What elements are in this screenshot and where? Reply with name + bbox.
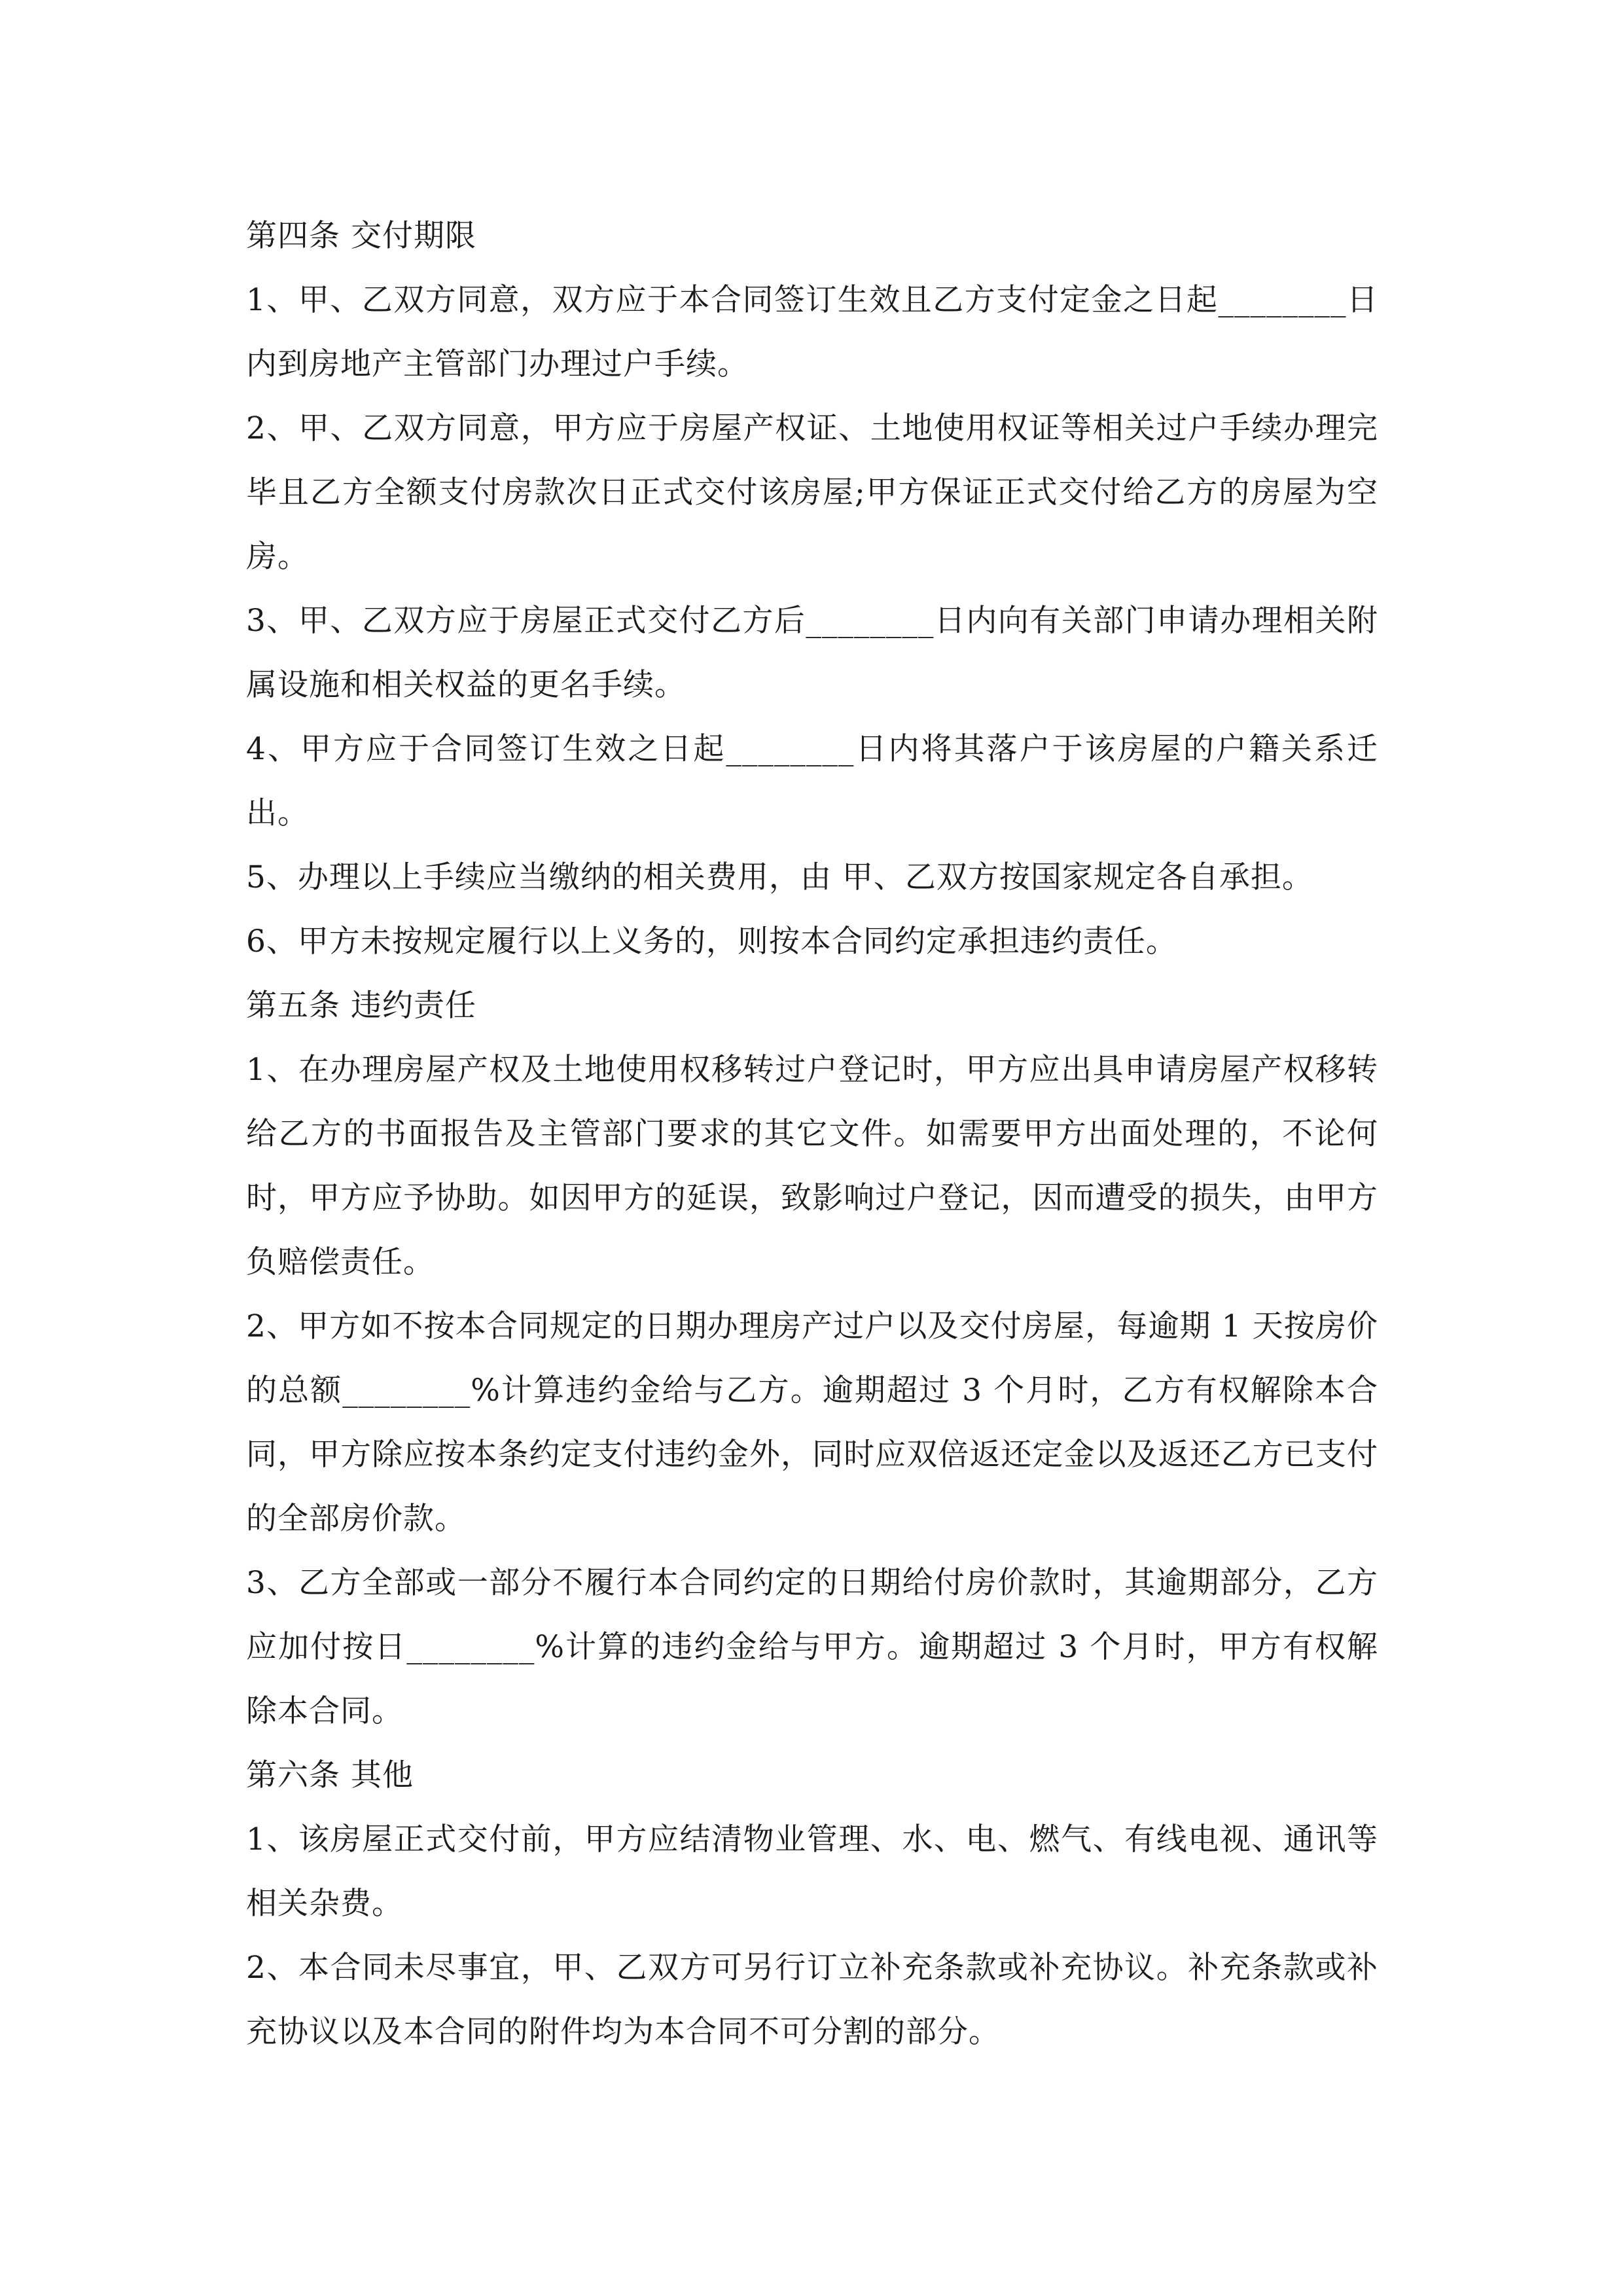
- section-article-6: [246, 1744, 1378, 2064]
- clause-paragraph: 1、甲、乙双方同意，双方应于本合同签订生效且乙方支付定金之日起________日内到房地产主管部门办理过户手续。: [246, 282, 1378, 382]
- section-heading: 第五条 违约责任: [246, 988, 476, 1024]
- contract-body: [246, 204, 1378, 2064]
- clause-paragraph: 3、甲、乙双方应于房屋正式交付乙方后________日内向有关部门申请办理相关附属设施和相关权益的更名手续。: [246, 603, 1378, 703]
- section-article-5: [246, 974, 1378, 1744]
- section-article-4: [246, 204, 1378, 974]
- clause-paragraph: 5、办理以上手续应当缴纳的相关费用，由 甲、乙双方按国家规定各自承担。: [246, 859, 1313, 895]
- clause-paragraph: 2、甲方如不按本合同规定的日期办理房产过户以及交付房屋，每逾期 1 天按房价的总额________%计算违约金给与乙方。逾期超过 3 个月时，乙方有权解除本合同，甲方除应按本条约定支付违约金外，同时应双倍返还定金以及返还乙方已支付的全部房价款。: [246, 1308, 1378, 1537]
- clause-paragraph: 6、甲方未按规定履行以上义务的，则按本合同约定承担违约责任。: [246, 924, 1177, 960]
- clause-paragraph: 1、该房屋正式交付前，甲方应结清物业管理、水、电、燃气、有线电视、通讯等相关杂费。: [246, 1821, 1378, 1922]
- clause-paragraph: 2、甲、乙双方同意，甲方应于房屋产权证、土地使用权证等相关过户手续办理完毕且乙方全额支付房款次日正式交付该房屋;甲方保证正式交付给乙方的房屋为空房。: [246, 410, 1378, 575]
- clause-paragraph: 2、本合同未尽事宜，甲、乙双方可另行订立补充条款或补充协议。补充条款或补充协议以及本合同的附件均为本合同不可分割的部分。: [246, 1950, 1378, 2050]
- clause-paragraph: 1、在办理房屋产权及土地使用权移转过户登记时，甲方应出具申请房屋产权移转给乙方的书面报告及主管部门要求的其它文件。如需要甲方出面处理的，不论何时，甲方应予协助。如因甲方的延误，致影响过户登记，因而遭受的损失，由甲方负赔偿责任。: [246, 1052, 1378, 1280]
- clause-paragraph: 4、甲方应于合同签订生效之日起________日内将其落户于该房屋的户籍关系迁出。: [246, 731, 1378, 831]
- clause-paragraph: 3、乙方全部或一部分不履行本合同约定的日期给付房价款时，其逾期部分，乙方应加付按日________%计算的违约金给与甲方。逾期超过 3 个月时，甲方有权解除本合同。: [246, 1565, 1378, 1729]
- section-heading: 第六条 其他: [246, 1757, 414, 1793]
- section-heading: 第四条 交付期限: [246, 218, 476, 254]
